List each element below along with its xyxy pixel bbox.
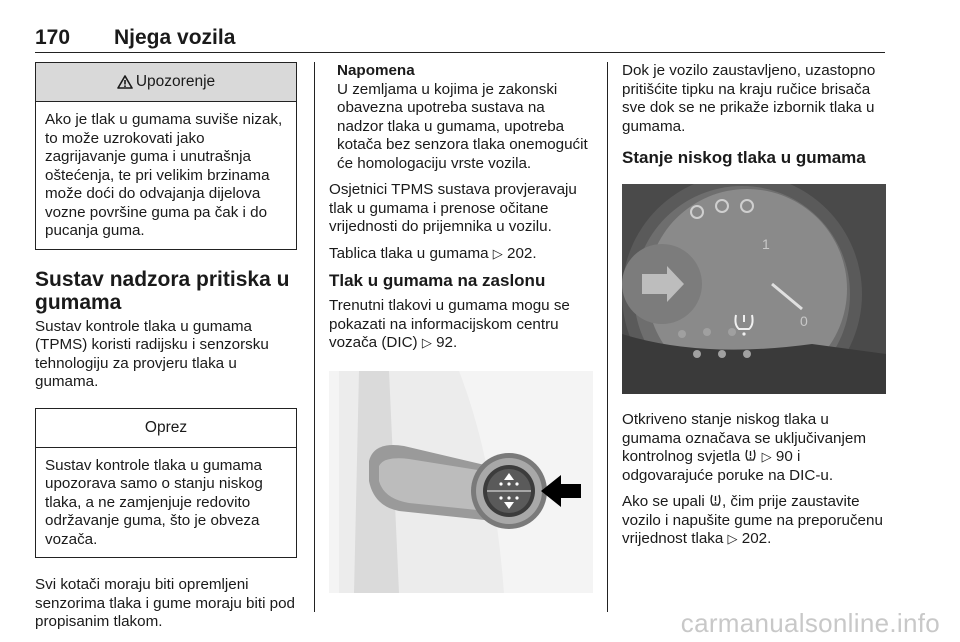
page-reference-icon: ▷ xyxy=(421,335,432,350)
column-right xyxy=(622,62,888,557)
warning-title: Upozorenje xyxy=(135,73,216,90)
column-divider xyxy=(607,62,608,612)
dic-paragraph: Trenutni tlakovi u gumama mogu se pokazati na informacijskom centru vozača (DIC) ▷ 92. xyxy=(329,297,570,351)
caution-title: Oprez xyxy=(144,418,188,436)
closing-paragraph: Svi kotači moraju biti opremljeni senzorima tlaka i gume moraju biti pod propisanim tlakom. xyxy=(35,576,295,630)
tpms-paragraph: Osjetnici TPMS sustava provjeravaju tlak u gumama i prenose očitane vrijednosti do prijemnika u vozilu. xyxy=(329,181,577,235)
caution-box xyxy=(35,408,297,559)
tire-pressure-warning-icon xyxy=(709,493,722,507)
svg-text:1: 1 xyxy=(762,236,770,252)
wiper-stalk-photo xyxy=(329,371,593,593)
menu-instructions: Dok je vozilo zaustavljeno, uzastopno pritišćite tipku na kraju ručice brisača sve dok se ne prikaže izbornik tlaka u gumama. xyxy=(622,62,876,135)
page-header xyxy=(35,26,885,53)
warning-triangle-icon xyxy=(117,75,133,89)
page-reference-link[interactable]: 202. xyxy=(507,244,537,262)
caution-text: Sustav kontrole tlaka u gumama upozorava samo o stanju niskog tlaka, a ne zamjenjuje redovito održavanje guma, što je obveza vozača. xyxy=(45,456,263,548)
page-reference-link[interactable]: 90 i xyxy=(775,448,801,465)
section-heading: Sustav nadzora pritiska u gumama xyxy=(35,267,290,314)
column-left xyxy=(35,62,297,640)
caution-header xyxy=(36,409,296,448)
section-title: Njega vozila xyxy=(114,26,236,49)
note-title: Napomena xyxy=(337,62,415,79)
subheading-low-pressure: Stanje niskog tlaka u gumama xyxy=(622,148,866,167)
warning-header xyxy=(36,63,296,102)
page-reference-icon: ▷ xyxy=(727,531,738,546)
pressure-table-reference: Tablica tlaka u gumama ▷ 202. xyxy=(329,244,537,262)
column-middle xyxy=(329,62,593,610)
column-divider xyxy=(314,62,315,612)
instrument-cluster-photo xyxy=(622,184,886,394)
low-pressure-paragraph: Otkriveno stanje niskog tlaka u gumama označava se uključivanjem kontrolnog svjetla ▷ 90 i odgovarajuće poruke na DIC-u. xyxy=(622,411,866,484)
page-number: 170 xyxy=(35,26,71,49)
page-reference-link[interactable]: 202. xyxy=(741,530,772,547)
svg-text:0: 0 xyxy=(800,313,808,329)
watermark: carmanualsonline.info xyxy=(680,608,940,638)
warning-box xyxy=(35,62,297,250)
page-reference-link[interactable]: 92. xyxy=(436,334,458,351)
action-paragraph: Ako se upali , čim prije zaustavite vozilo i napušite gume na preporučenu vrijednost tlaka ▷ 202. xyxy=(622,493,883,547)
page-reference-icon: ▷ xyxy=(761,449,772,464)
warning-text: Ako je tlak u gumama suviše nizak, to može uzrokovati jako zagrijavanje guma i unutrašnja oštećenja, te pri velikim brzinama može doći do odvajanja dijelova vozne površine guma pa čak i do pucanja guma. xyxy=(45,111,283,239)
note-text: U zemljama u kojima je zakonski obavezna upotreba sustava na nadzor tlaka u gumama, upotreba kotača bez senzora tlaka onemogućit će homologaciju vrste vozila. xyxy=(337,80,588,172)
intro-paragraph: Sustav kontrole tlaka u gumama (TPMS) koristi radijsku i senzorsku tehnologiju za provjeru tlaka u gumama. xyxy=(35,317,269,390)
tire-pressure-warning-icon xyxy=(744,448,757,462)
subheading-display: Tlak u gumama na zaslonu xyxy=(329,271,546,290)
page-reference-icon: ▷ xyxy=(492,245,503,261)
